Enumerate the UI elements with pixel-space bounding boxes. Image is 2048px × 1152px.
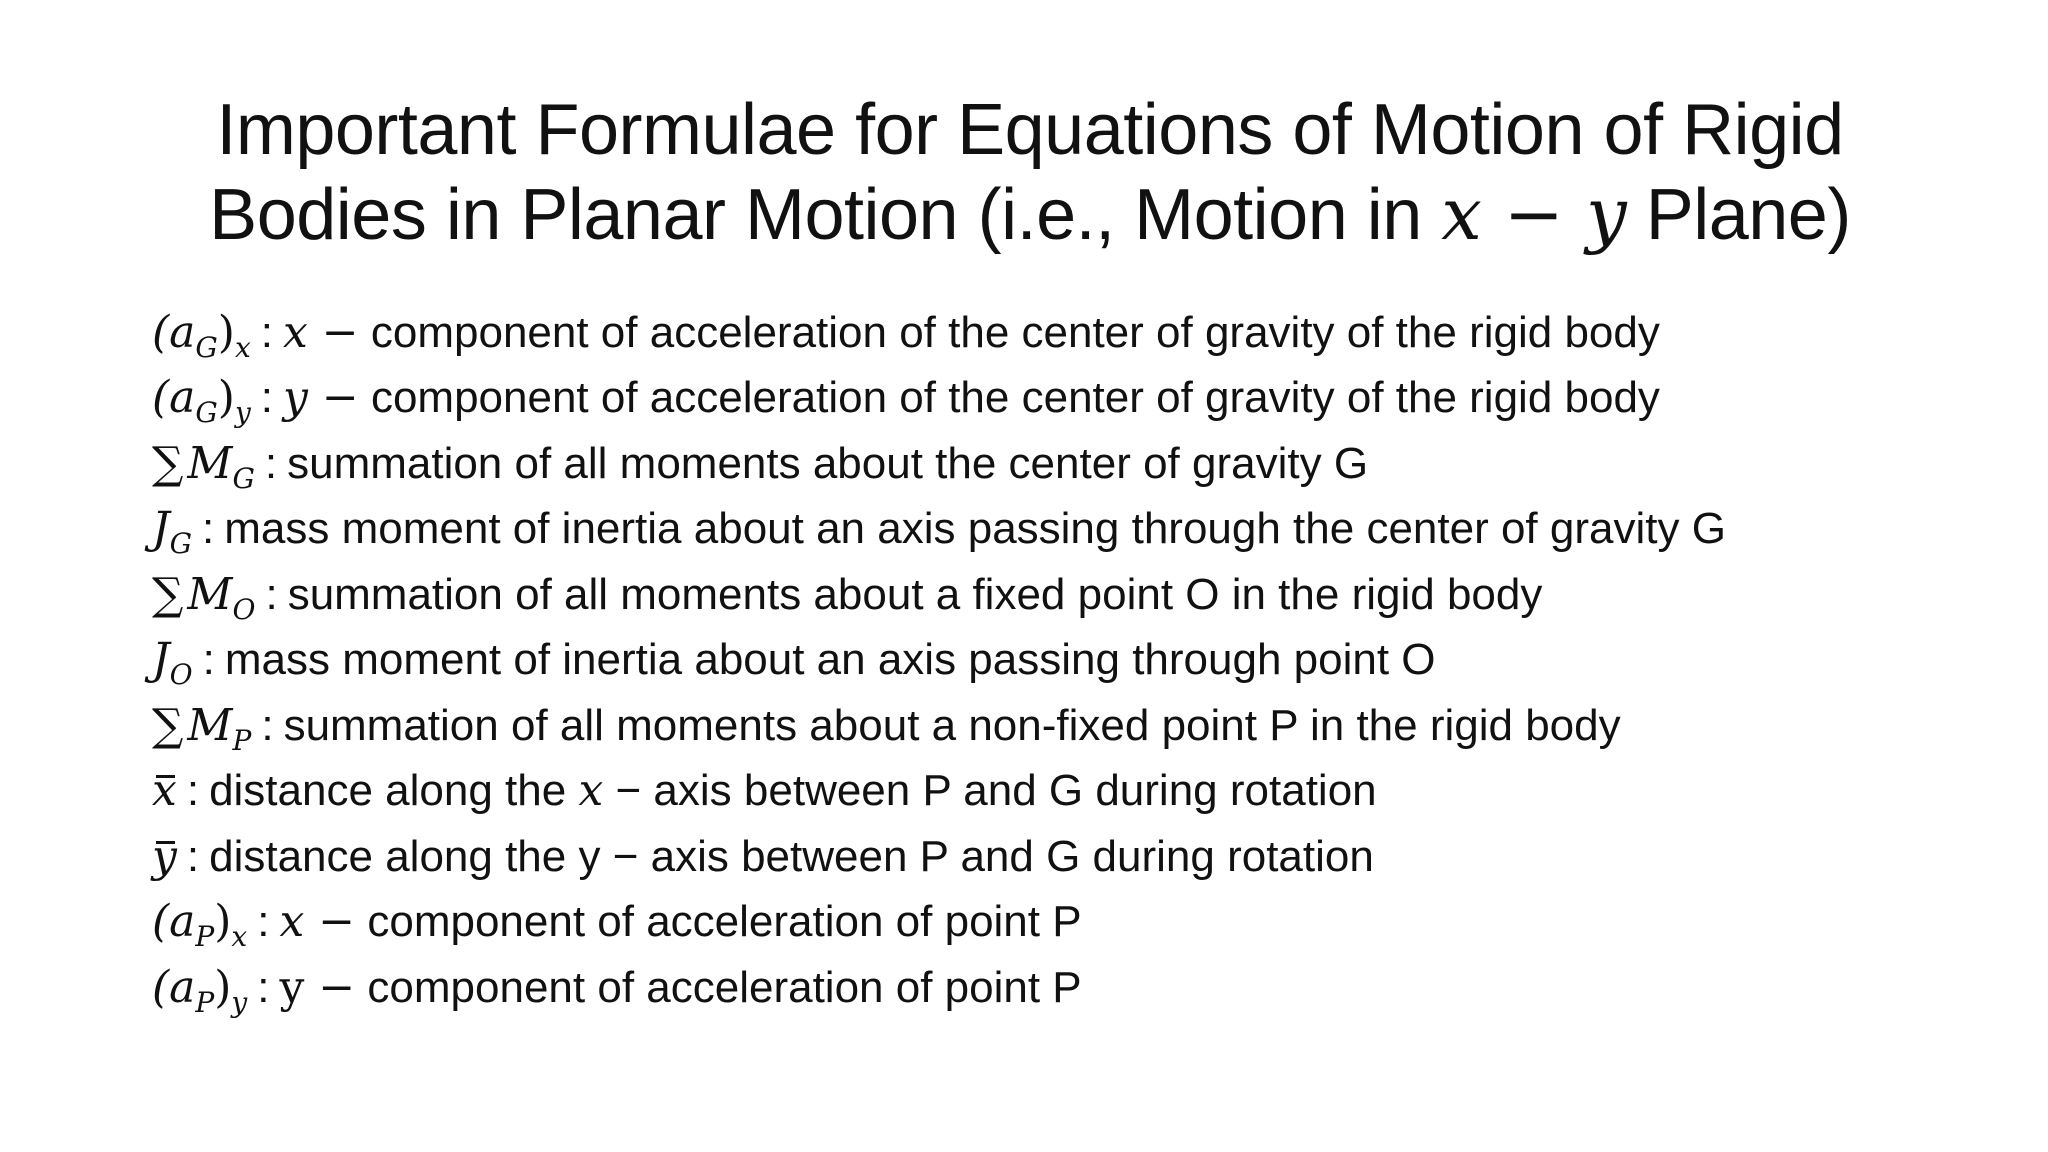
title-line-2 xyxy=(180,172,1880,257)
desc-math: y − xyxy=(283,372,359,424)
symbol-JO xyxy=(152,632,193,692)
desc-text: component of acceleration of the center of gravity of the rigid body xyxy=(358,307,1660,357)
sigma-symbol: ∑ xyxy=(152,699,184,751)
definition-text xyxy=(279,894,1081,950)
symbol-base: M xyxy=(187,699,233,751)
colon: : xyxy=(261,700,274,750)
colon: : xyxy=(186,766,200,816)
colon: : xyxy=(260,307,273,357)
symbol-close: ) xyxy=(217,372,235,424)
symbol-sub: G xyxy=(195,330,218,364)
symbol-sub: P xyxy=(195,985,215,1019)
definition-item xyxy=(152,824,1912,890)
definition-text xyxy=(209,763,1377,819)
symbol-base: M xyxy=(187,568,233,620)
symbol-sub: O xyxy=(169,658,193,692)
definitions-list xyxy=(152,300,1912,1021)
symbol-sum-MP xyxy=(152,698,252,757)
title-line-2-prefix: Bodies in Planar Motion (i.e., Motion in xyxy=(209,175,1442,255)
symbol-close: ) xyxy=(217,306,235,358)
definition-item xyxy=(152,562,1912,628)
symbol-sub2: y xyxy=(234,396,251,430)
symbol-base: J xyxy=(152,634,170,686)
symbol-sub2: x xyxy=(234,330,251,364)
definition-item xyxy=(152,300,1912,366)
symbol-sub: O xyxy=(232,592,256,626)
definition-item xyxy=(152,955,1912,1021)
symbol-base: J xyxy=(152,503,170,555)
sigma-symbol: ∑ xyxy=(152,568,184,620)
definition-text xyxy=(279,960,1081,1016)
colon: : xyxy=(202,504,215,554)
definition-item xyxy=(152,497,1912,563)
symbol-aP-x xyxy=(152,894,248,954)
definition-item xyxy=(152,759,1912,825)
symbol-bar-var: x xyxy=(152,763,177,819)
definition-item xyxy=(152,628,1912,694)
definition-item xyxy=(152,366,1912,432)
symbol-aG-x xyxy=(152,305,251,364)
colon: : xyxy=(265,569,278,619)
colon: : xyxy=(260,373,274,423)
definition-text xyxy=(283,370,1660,426)
symbol-aG-y xyxy=(152,370,251,430)
symbol-base: M xyxy=(187,437,233,489)
symbol-JG xyxy=(152,501,193,561)
symbol-x-bar xyxy=(152,763,177,819)
symbol-sum-MG xyxy=(152,436,255,495)
desc-post: − axis between P and G during rotation xyxy=(603,766,1377,816)
slide-title xyxy=(180,88,1880,257)
definition-text: summation of all moments about a non-fixed point P in the rigid body xyxy=(283,700,1621,750)
symbol-sub2: y xyxy=(231,985,248,1019)
colon: : xyxy=(257,897,270,947)
symbol-sub: P xyxy=(232,723,252,757)
desc-text: component of acceleration of point P xyxy=(355,897,1082,947)
sigma-symbol: ∑ xyxy=(152,437,184,489)
symbol-base: (a xyxy=(152,896,196,948)
symbol-base: (a xyxy=(152,961,196,1013)
desc-text: component of acceleration of the center of gravity of the rigid body xyxy=(358,373,1660,423)
desc-math: x − xyxy=(282,306,359,358)
title-line-1: Important Formulae for Equations of Motion of Rigid xyxy=(216,90,1844,170)
colon: : xyxy=(186,831,200,881)
definition-text: mass moment of inertia about an axis passing through the center of gravity G xyxy=(224,504,1726,554)
symbol-y-bar xyxy=(152,829,177,885)
definition-text: mass moment of inertia about an axis passing through point O xyxy=(224,635,1436,685)
symbol-sub: P xyxy=(195,920,215,954)
colon: : xyxy=(202,635,215,685)
title-math: x − y xyxy=(1441,172,1627,256)
definition-text: summation of all moments about a fixed point O in the rigid body xyxy=(287,569,1543,619)
symbol-sum-MO xyxy=(152,567,256,626)
symbol-sub2: x xyxy=(231,920,248,954)
desc-math: y − xyxy=(279,961,356,1013)
symbol-sub: G xyxy=(195,396,218,430)
symbol-aP-y xyxy=(152,960,248,1019)
symbol-sub: G xyxy=(232,461,255,495)
definition-item xyxy=(152,431,1912,497)
definition-text xyxy=(283,305,1660,361)
symbol-base: (a xyxy=(152,306,196,358)
definition-text: distance along the y − axis between P and G during rotation xyxy=(209,831,1374,881)
desc-text: component of acceleration of point P xyxy=(355,962,1082,1012)
title-line-2-suffix: Plane) xyxy=(1626,175,1851,255)
symbol-close: ) xyxy=(214,961,232,1013)
definition-item xyxy=(152,890,1912,956)
symbol-bar-var: y xyxy=(152,829,177,885)
symbol-close: ) xyxy=(214,896,232,948)
colon: : xyxy=(257,962,270,1012)
symbol-sub: G xyxy=(169,527,193,561)
desc-math: x xyxy=(578,765,604,817)
desc-pre: distance along the xyxy=(209,766,579,816)
definition-text: summation of all moments about the center of gravity G xyxy=(287,438,1369,488)
desc-math: x − xyxy=(279,896,356,948)
definition-item xyxy=(152,693,1912,759)
symbol-base: (a xyxy=(152,372,196,424)
colon: : xyxy=(264,438,278,488)
